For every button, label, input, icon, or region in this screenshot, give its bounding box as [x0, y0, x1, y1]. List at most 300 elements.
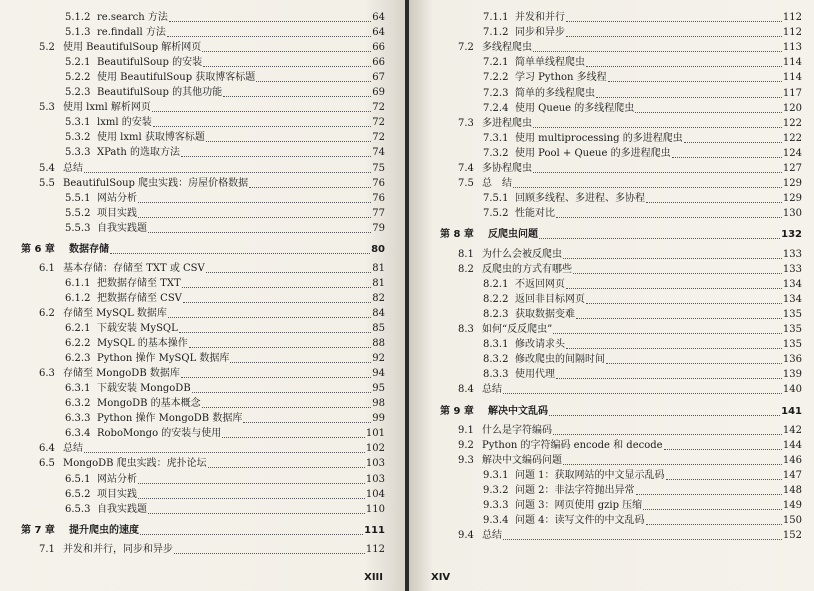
toc-entry-title: 简单的多线程爬虫	[515, 87, 595, 99]
toc-entry-title: 问题 4：读写文件的中文乱码	[515, 515, 645, 527]
toc-leader-dots	[243, 414, 371, 423]
toc-leader-dots	[533, 119, 782, 128]
toc-leader-dots	[684, 134, 782, 143]
toc-entry-number: 6.1.1	[65, 277, 91, 289]
toc-entry-number: 6.2.3	[65, 353, 91, 365]
toc-leader-dots	[179, 324, 372, 333]
toc-entry-title: 网站分析	[97, 473, 137, 485]
toc-leader-dots	[586, 58, 782, 67]
toc-entry-page: 110	[365, 503, 385, 515]
toc-entry	[458, 117, 802, 130]
toc-entry-page: 66	[372, 42, 385, 54]
toc-entry-page: 95	[372, 383, 385, 395]
toc-entry	[65, 86, 385, 99]
toc-entry-title: BeautifulSoup 的其他功能	[97, 87, 223, 99]
toc-entry	[458, 162, 802, 175]
toc-entry-number: 8.2.3	[483, 308, 509, 320]
toc-entry-title: MySQL 的基本操作	[97, 338, 188, 350]
toc-entry-number: 7.4	[458, 163, 474, 174]
toc-entry-number: 6.3.3	[65, 413, 91, 425]
toc-leader-dots	[84, 164, 371, 173]
toc-leader-dots	[208, 459, 365, 468]
toc-entry-page: 94	[372, 368, 385, 380]
toc-entry-title: BeautifulSoup 的安装	[97, 57, 203, 69]
toc-entry-title: 存储至 MySQL 数据库	[63, 307, 167, 319]
right-page-folio: XIV	[431, 572, 451, 583]
left-page	[0, 0, 405, 591]
toc-entry-page: 102	[365, 443, 385, 455]
toc-leader-dots	[533, 164, 782, 173]
toc-entry-title: 多协程爬虫	[482, 163, 532, 174]
toc-entry-page: 103	[365, 473, 385, 485]
toc-entry-page: 76	[372, 192, 385, 204]
toc-entry-page: 99	[372, 413, 385, 425]
toc-leader-dots	[110, 245, 370, 254]
toc-leader-dots	[169, 13, 371, 22]
toc-entry-page: 72	[372, 117, 385, 129]
toc-entry-title: 使用 lxml 获取博客标题	[97, 132, 205, 144]
toc-entry-title: 并发和并行	[515, 12, 565, 23]
toc-entry-number: 7.2.2	[483, 72, 509, 84]
toc-entry-number: 8.1	[458, 248, 474, 260]
toc-entry-page: 77	[372, 207, 385, 219]
toc-entry-page: 146	[782, 454, 802, 466]
toc-entry-number: 8.3.2	[483, 354, 509, 366]
toc-entry-number: 9.4	[458, 530, 474, 542]
toc-entry-title: 为什么会被反爬虫	[482, 248, 562, 260]
toc-entry-page: 66	[372, 57, 385, 69]
toc-leader-dots	[181, 369, 371, 378]
toc-entry-page: 129	[782, 178, 802, 190]
toc-entry	[483, 56, 802, 69]
toc-entry-title: 不返回网页	[515, 278, 565, 290]
toc-entry-page: 147	[782, 469, 802, 481]
toc-entry	[65, 116, 385, 129]
toc-entry	[39, 41, 385, 54]
toc-entry-page: 74	[372, 147, 385, 159]
toc-entry-title: 总结	[482, 384, 502, 396]
toc-leader-dots	[256, 73, 371, 82]
toc-entry	[39, 162, 385, 175]
toc-leader-dots	[646, 194, 782, 203]
toc-leader-dots	[566, 280, 782, 289]
toc-entry-title: 获取数据变难	[515, 308, 575, 320]
toc-entry-page: 136	[782, 354, 802, 366]
toc-entry-title: 项目实践	[97, 488, 137, 500]
toc-entry-number: 6.1.2	[65, 292, 91, 304]
toc-entry	[458, 454, 802, 467]
toc-entry-page: 134	[782, 278, 802, 290]
toc-entry	[483, 102, 802, 115]
toc-leader-dots	[596, 89, 782, 98]
toc-leader-dots	[206, 264, 372, 273]
toc-entry-page: 69	[372, 87, 385, 99]
toc-entry-page: 124	[782, 147, 802, 159]
toc-entry-number: 5.3.2	[65, 132, 91, 144]
toc-entry	[65, 56, 385, 69]
toc-entry	[65, 337, 385, 350]
toc-entry-page: 114	[782, 57, 802, 69]
toc-entry-title: 并发和并行，同步和异步	[63, 543, 173, 555]
toc-entry-number: 6.2	[39, 307, 55, 319]
toc-entry-page: 129	[782, 193, 802, 205]
toc-entry-title: MongoDB 的基本概念	[97, 398, 201, 410]
toc-leader-dots	[566, 13, 782, 22]
toc-entry-page: 75	[372, 162, 385, 174]
toc-entry	[65, 412, 385, 425]
toc-entry-page: 81	[372, 262, 385, 274]
toc-entry	[458, 263, 802, 276]
toc-entry-page: 132	[781, 229, 802, 241]
toc-entry-number: 5.3.1	[65, 117, 91, 129]
toc-entry-title: 总 结	[482, 178, 512, 190]
toc-entry-page: 122	[782, 117, 802, 129]
toc-entry-number: 9.3.1	[483, 469, 509, 481]
toc-leader-dots	[182, 279, 372, 288]
toc-entry	[65, 222, 385, 235]
toc-entry-title: 性能对比	[515, 208, 555, 220]
toc-entry	[39, 442, 385, 455]
toc-entry-page: 152	[782, 530, 802, 542]
toc-leader-dots	[230, 354, 371, 363]
toc-leader-dots	[84, 444, 365, 453]
toc-entry-page: 67	[372, 72, 385, 84]
toc-entry-number: 6.3.2	[65, 398, 91, 410]
toc-entry-page: 85	[372, 323, 385, 334]
toc-entry-number: 5.3.3	[65, 147, 91, 159]
toc-entry-title: lxml 的安装	[97, 117, 152, 129]
toc-entry-number: 第 9 章	[440, 405, 474, 417]
toc-entry-page: 112	[782, 12, 802, 23]
toc-entry-page: 122	[782, 132, 802, 144]
toc-entry-number: 6.4	[39, 443, 55, 455]
toc-entry-title: 使用 lxml 解析网页	[63, 102, 151, 114]
toc-entry	[65, 322, 385, 335]
toc-entry-title: Python 操作 MySQL 数据库	[97, 353, 230, 365]
toc-entry-number: 5.1.3	[65, 27, 91, 39]
toc-entry	[483, 514, 802, 527]
toc-entry	[65, 488, 385, 501]
toc-entry-title: 自我实践题	[97, 222, 147, 234]
toc-chapter-entry	[21, 243, 385, 256]
toc-entry-title: 修改请求头	[515, 339, 565, 351]
toc-entry-title: re.findall 方法	[97, 27, 166, 39]
toc-entry-title: 使用 BeautifulSoup 解析网页	[63, 42, 202, 54]
toc-leader-dots	[563, 250, 782, 259]
toc-entry-number: 8.4	[458, 384, 474, 396]
toc-entry-page: 135	[782, 339, 802, 351]
toc-entry	[483, 147, 802, 160]
toc-entry-title: 多线程爬虫	[482, 42, 532, 54]
toc-leader-dots	[189, 339, 372, 348]
toc-entry-page: 133	[782, 263, 802, 275]
toc-entry-page: 130	[782, 208, 802, 220]
toc-entry-number: 7.1.1	[483, 12, 509, 23]
toc-entry	[65, 26, 385, 39]
toc-leader-dots	[513, 179, 782, 188]
toc-leader-dots	[153, 118, 372, 127]
toc-entry-page: 140	[782, 384, 802, 396]
toc-entry-number: 9.3.4	[483, 515, 509, 527]
toc-entry-title: 下载安装 MySQL	[97, 323, 178, 334]
toc-leader-dots	[643, 501, 782, 510]
toc-entry-number: 8.3.1	[483, 339, 509, 351]
toc-entry-number: 9.1	[458, 424, 474, 436]
toc-entry	[39, 457, 385, 470]
toc-entry-number: 7.3.1	[483, 132, 509, 144]
toc-leader-dots	[181, 148, 371, 157]
toc-entry-number: 第 7 章	[21, 524, 55, 536]
toc-entry-number: 6.2.1	[65, 323, 91, 334]
toc-leader-dots	[576, 310, 782, 319]
toc-entry-title: 提升爬虫的速度	[69, 524, 139, 536]
toc-entry	[458, 424, 802, 437]
toc-entry-title: 解决中文编码问题	[482, 454, 562, 466]
toc-entry	[458, 529, 802, 542]
toc-entry-page: 103	[365, 458, 385, 470]
toc-leader-dots	[606, 355, 782, 364]
toc-entry-number: 5.4	[39, 162, 55, 174]
toc-entry-title: 回顾多线程、多进程、多协程	[515, 193, 645, 205]
toc-entry-number: 7.3.2	[483, 147, 509, 159]
toc-entry-number: 5.2.1	[65, 57, 91, 69]
toc-leader-dots	[167, 28, 371, 37]
toc-entry-number: 6.3.4	[65, 428, 91, 440]
toc-entry-page: 112	[365, 543, 385, 555]
toc-entry-number: 6.2.2	[65, 338, 91, 350]
toc-leader-dots	[192, 384, 372, 393]
toc-entry	[65, 192, 385, 205]
toc-entry-number: 8.3	[458, 324, 474, 335]
toc-chapter-entry	[21, 524, 385, 537]
toc-entry-page: 149	[782, 500, 802, 512]
toc-entry-title: 总结	[482, 530, 502, 542]
toc-entry-title: 使用 BeautifulSoup 获取博客标题	[97, 72, 256, 84]
toc-entry-page: 111	[364, 524, 385, 536]
toc-entry-page: 148	[782, 485, 802, 496]
toc-entry-page: 114	[782, 72, 802, 84]
toc-chapter-entry	[440, 405, 802, 418]
toc-entry-number: 9.3.3	[483, 500, 509, 512]
toc-entry-title: 问题 3：网页使用 gzip 压缩	[515, 500, 643, 512]
toc-entry-number: 5.5.1	[65, 192, 91, 204]
toc-entry	[65, 277, 385, 290]
toc-entry-title: 使用 Queue 的多线程爬虫	[515, 102, 635, 114]
toc-entry	[39, 177, 385, 190]
toc-entry-number: 6.1	[39, 262, 55, 274]
toc-entry-title: 存储至 MongoDB 数据库	[63, 368, 180, 380]
toc-entry-title: 把数据存储至 TXT	[97, 277, 181, 289]
toc-entry	[65, 503, 385, 516]
toc-entry-number: 7.5.2	[483, 208, 509, 220]
toc-entry	[65, 352, 385, 365]
toc-leader-dots	[249, 179, 371, 188]
toc-entry-title: 网站分析	[97, 192, 137, 204]
toc-entry-title: 多进程爬虫	[482, 117, 532, 129]
toc-entry-number: 6.5.2	[65, 488, 91, 500]
toc-entry	[39, 262, 385, 275]
toc-entry	[39, 543, 385, 556]
toc-entry-page: 98	[372, 398, 385, 410]
toc-entry-page: 82	[372, 292, 385, 304]
toc-leader-dots	[672, 149, 782, 158]
toc-entry-title: 返回非目标网页	[515, 293, 585, 305]
toc-entry-page: 72	[372, 102, 385, 114]
toc-entry-page: 76	[372, 177, 385, 189]
toc-leader-dots	[566, 340, 782, 349]
toc-entry	[65, 292, 385, 305]
toc-entry-title: 把数据存储至 CSV	[97, 292, 182, 304]
toc-leader-dots	[206, 133, 371, 142]
toc-entry-number: 8.2.2	[483, 293, 509, 305]
toc-entry	[458, 323, 802, 336]
toc-leader-dots	[203, 58, 371, 67]
toc-entry-title: 使用 multiprocessing 的多进程爬虫	[515, 132, 683, 144]
toc-entry-title: 自我实践题	[97, 503, 147, 515]
toc-leader-dots	[202, 43, 371, 52]
toc-entry-title: Python 的字符编码 encode 和 decode	[482, 439, 663, 451]
toc-entry-page: 139	[782, 369, 802, 381]
toc-leader-dots	[138, 209, 371, 218]
toc-leader-dots	[539, 230, 780, 239]
toc-entry	[458, 41, 802, 54]
toc-entry	[483, 11, 802, 24]
toc-leader-dots	[148, 224, 371, 233]
toc-entry-number: 5.3	[39, 102, 55, 114]
toc-leader-dots	[566, 28, 782, 37]
toc-entry	[483, 278, 802, 291]
toc-leader-dots	[608, 73, 782, 82]
toc-leader-dots	[553, 325, 782, 334]
toc-entry-title: 反爬虫的方式有哪些	[482, 263, 572, 275]
toc-leader-dots	[503, 385, 782, 394]
toc-entry-title: 什么是字符编码	[482, 424, 552, 436]
toc-leader-dots	[222, 429, 365, 438]
toc-leader-dots	[635, 104, 782, 113]
toc-entry-number: 7.1	[39, 543, 55, 555]
toc-leader-dots	[148, 505, 365, 514]
toc-entry-title: 总结	[63, 443, 83, 455]
toc-entry-page: 101	[365, 428, 385, 440]
toc-entry-number: 5.2.3	[65, 87, 91, 99]
toc-entry	[483, 71, 802, 84]
toc-entry-number: 7.2.4	[483, 102, 509, 114]
toc-entry-number: 6.5.1	[65, 473, 91, 485]
toc-leader-dots	[553, 426, 782, 435]
toc-leader-dots	[549, 407, 780, 416]
toc-entry	[65, 11, 385, 24]
toc-leader-dots	[556, 370, 782, 379]
toc-entry-title: 简单单线程爬虫	[515, 57, 585, 69]
toc-entry	[65, 71, 385, 84]
toc-entry	[65, 397, 385, 410]
toc-entry-number: 7.3	[458, 117, 474, 129]
toc-leader-dots	[223, 88, 371, 97]
toc-entry-title: 修改爬虫的间隔时间	[515, 354, 605, 366]
toc-entry	[483, 293, 802, 306]
toc-entry-title: 使用代理	[515, 369, 555, 381]
toc-entry-title: 下载安装 MongoDB	[97, 383, 191, 395]
toc-entry-number: 7.1.2	[483, 27, 509, 39]
toc-entry-number: 8.2.1	[483, 278, 509, 290]
toc-entry-title: BeautifulSoup 爬虫实践：房屋价格数据	[63, 177, 249, 189]
toc-entry	[65, 427, 385, 440]
toc-entry-number: 9.2	[458, 439, 474, 451]
toc-leader-dots	[168, 309, 371, 318]
toc-entry-number: 5.2.2	[65, 72, 91, 84]
toc-entry-page: 117	[782, 87, 802, 99]
toc-leader-dots	[586, 295, 782, 304]
toc-entry-title: 解决中文乱码	[488, 405, 548, 417]
toc-leader-dots	[533, 43, 782, 52]
toc-entry-page: 81	[372, 277, 385, 289]
toc-entry-page: 64	[372, 12, 385, 23]
toc-entry	[483, 87, 802, 100]
toc-leader-dots	[138, 490, 365, 499]
toc-entry	[458, 439, 802, 452]
toc-entry-number: 7.2.1	[483, 57, 509, 69]
toc-leader-dots	[664, 441, 782, 450]
toc-entry-page: 88	[372, 338, 385, 350]
toc-entry-page: 127	[782, 163, 802, 174]
toc-entry-number: 5.5.2	[65, 207, 91, 219]
toc-entry	[483, 207, 802, 220]
toc-entry-number: 8.3.3	[483, 369, 509, 381]
toc-entry	[458, 177, 802, 190]
toc-entry-title: 基本存储：存储至 TXT 或 CSV	[63, 262, 205, 274]
toc-entry-number: 8.2	[458, 263, 474, 275]
toc-entry-page: 84	[372, 307, 385, 319]
toc-entry-title: 学习 Python 多线程	[515, 72, 607, 84]
toc-entry	[483, 132, 802, 145]
toc-entry-number: 5.2	[39, 42, 55, 54]
toc-leader-dots	[138, 194, 371, 203]
toc-entry-page: 104	[365, 488, 385, 500]
toc-entry	[65, 131, 385, 144]
toc-entry	[65, 473, 385, 486]
toc-leader-dots	[666, 471, 782, 480]
toc-entry	[483, 192, 802, 205]
toc-entry-number: 5.1.2	[65, 12, 91, 23]
toc-entry-number: 6.3.1	[65, 383, 91, 395]
toc-entry	[483, 308, 802, 321]
toc-entry	[39, 307, 385, 320]
toc-entry-number: 9.3	[458, 454, 474, 466]
toc-entry	[483, 26, 802, 39]
toc-leader-dots	[556, 209, 782, 218]
toc-entry-title: 如何“反反爬虫”	[482, 324, 553, 335]
toc-leader-dots	[646, 516, 782, 525]
toc-leader-dots	[152, 103, 371, 112]
toc-entry-title: 问题 1：获取网站的中文显示乱码	[515, 469, 665, 481]
toc-entry-title: 反爬虫问题	[488, 229, 538, 241]
toc-entry-title: 同步和异步	[515, 27, 565, 39]
toc-leader-dots	[140, 526, 363, 535]
toc-entry-number: 7.2.3	[483, 87, 509, 99]
toc-entry	[458, 248, 802, 261]
toc-entry-title: 使用 Pool + Queue 的多进程爬虫	[515, 147, 671, 159]
toc-entry	[458, 383, 802, 396]
toc-entry-page: 112	[782, 27, 802, 39]
toc-entry-page: 144	[782, 439, 802, 451]
toc-entry	[65, 146, 385, 159]
toc-entry-number: 6.5.3	[65, 503, 91, 515]
toc-entry-number: 7.2	[458, 42, 474, 54]
toc-entry-title: Python 操作 MongoDB 数据库	[97, 413, 243, 425]
toc-entry	[483, 484, 802, 497]
toc-entry	[65, 207, 385, 220]
toc-chapter-entry	[440, 228, 802, 241]
